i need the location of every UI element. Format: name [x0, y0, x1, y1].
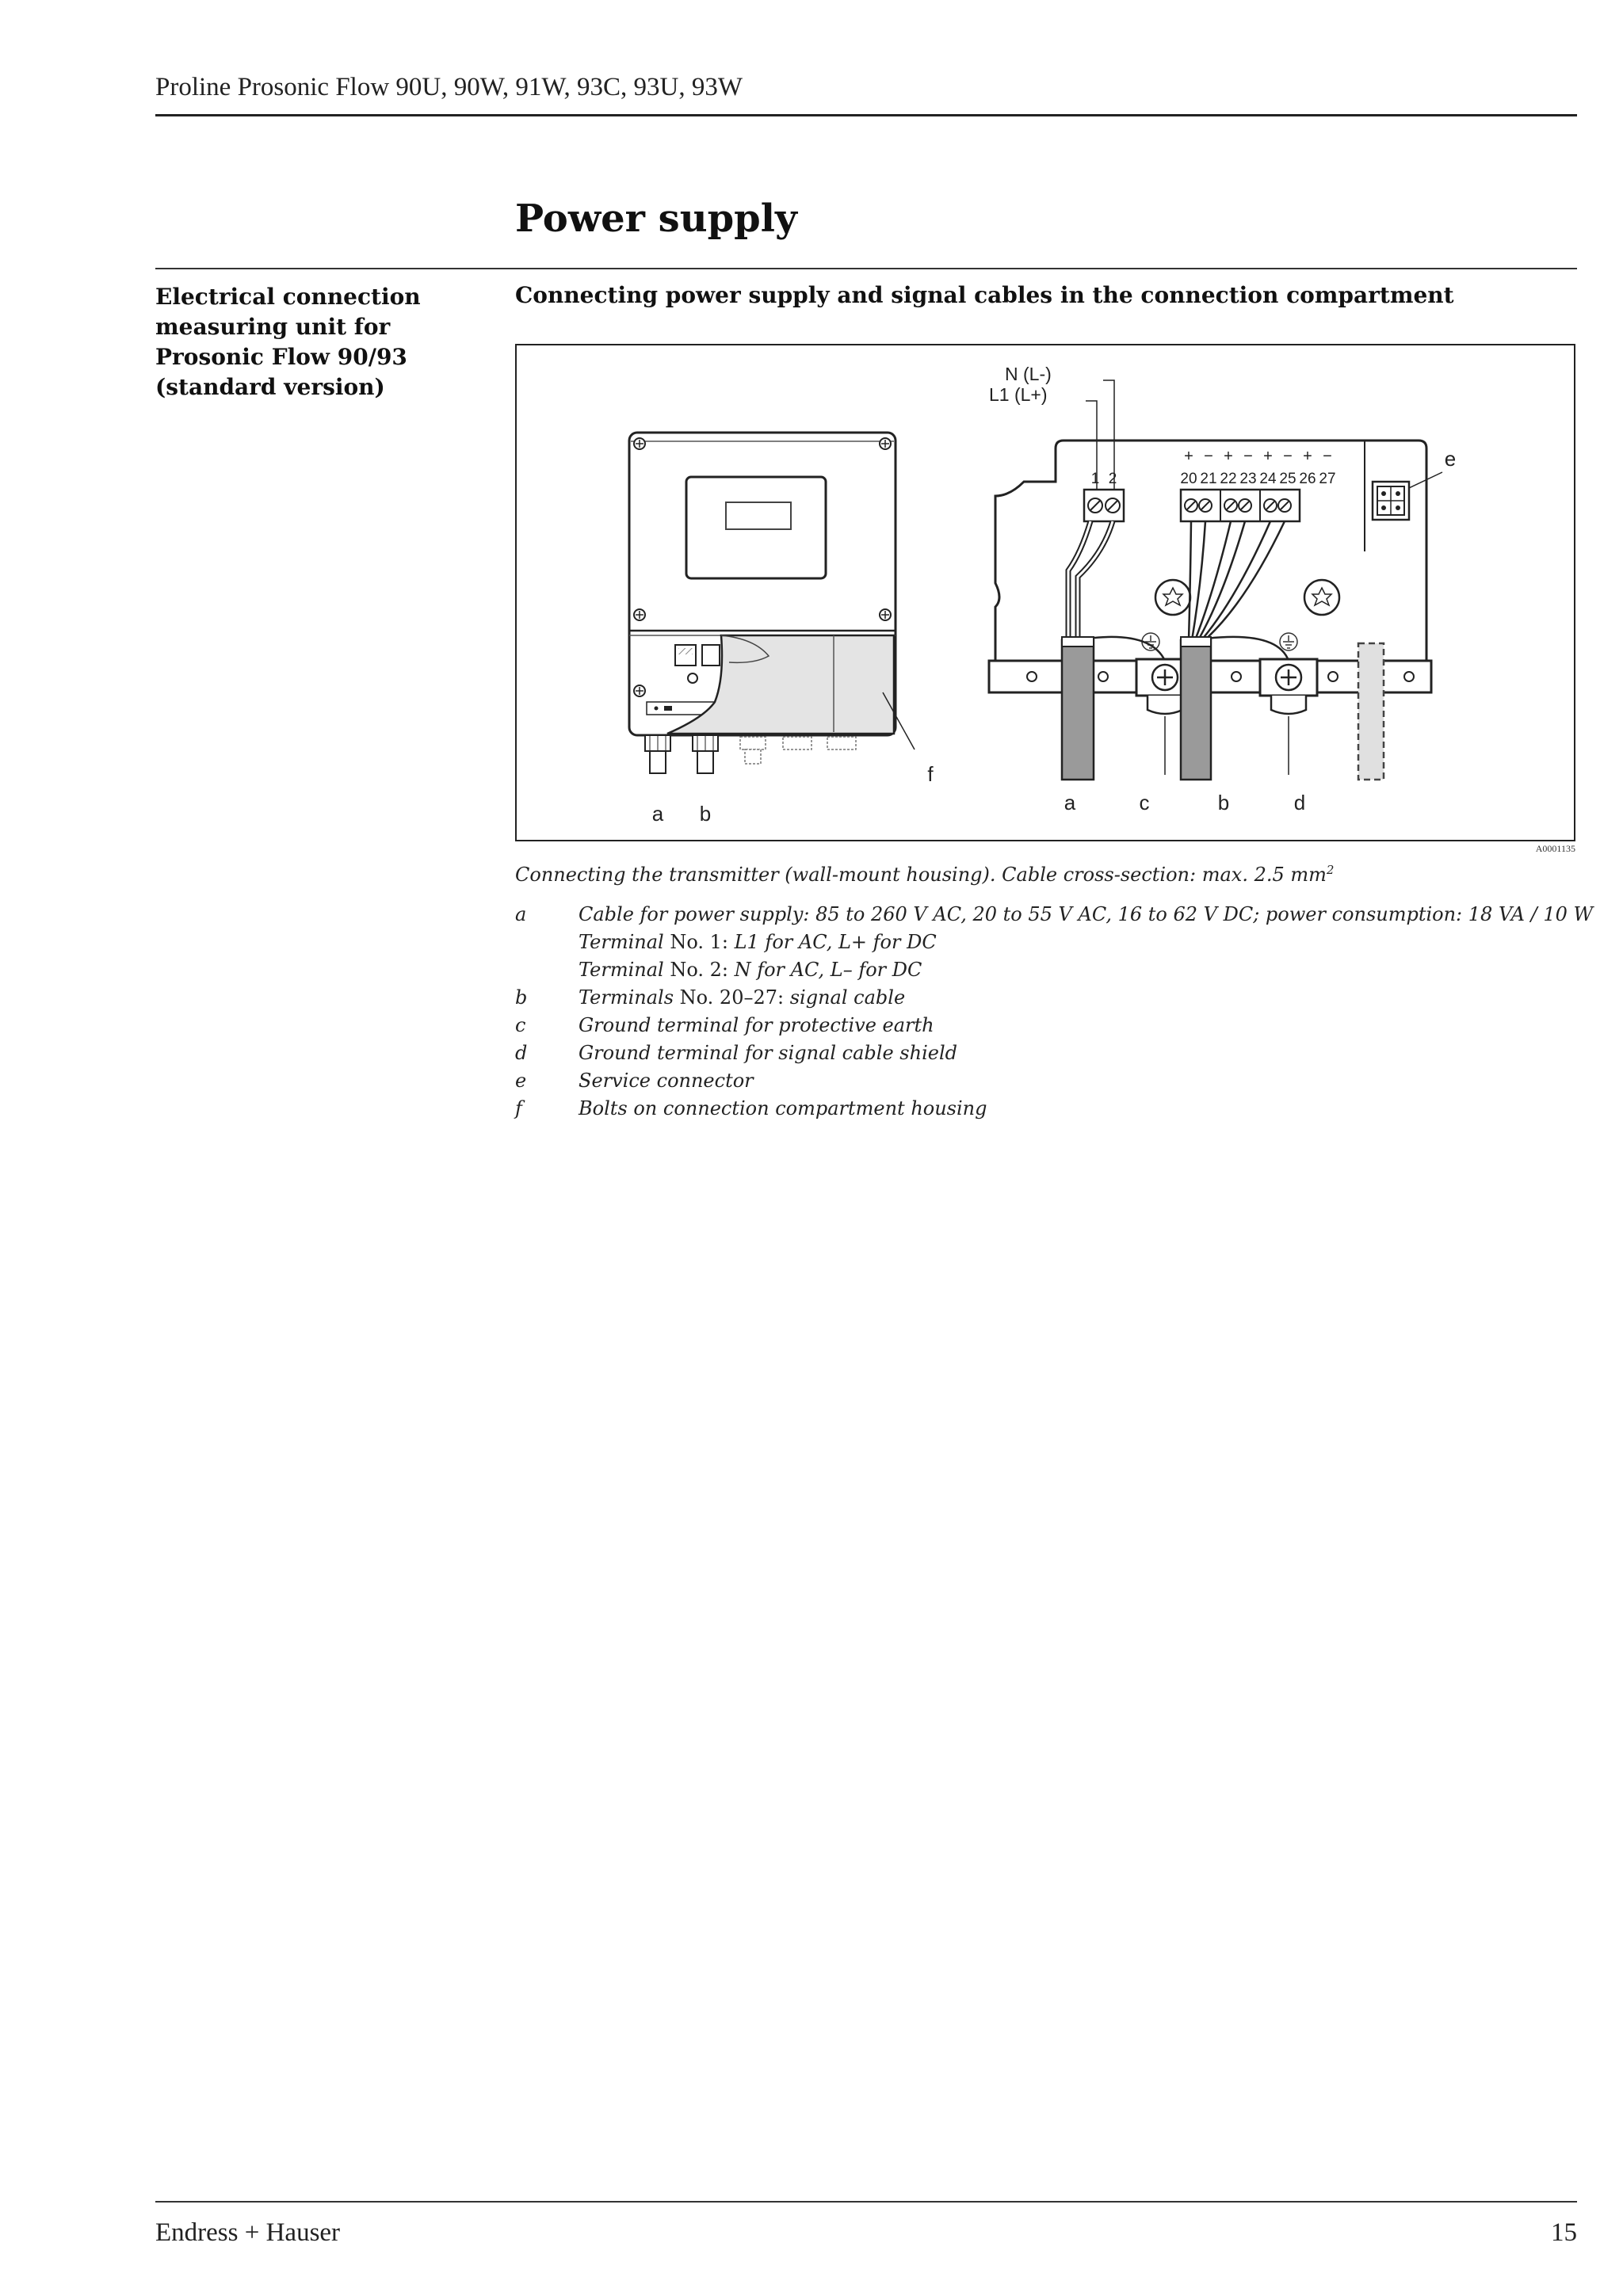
- power-cable: [1062, 640, 1094, 780]
- side-heading-line: Electrical connection: [155, 284, 421, 310]
- section-title: Power supply: [515, 196, 797, 241]
- legend-terminal-no: No. 2:: [670, 959, 728, 981]
- legend-text: Ground terminal for protective earth: [579, 1014, 934, 1036]
- legend-rest: N for AC, L– for DC: [727, 959, 922, 981]
- legend-key: e: [515, 1070, 527, 1092]
- terminal-number: 21: [1200, 471, 1217, 487]
- callout-f: f: [927, 762, 934, 786]
- terminal-number: 24: [1259, 471, 1277, 487]
- legend-key: f: [515, 1097, 522, 1119]
- polarity-sign: +: [1184, 448, 1193, 465]
- legend-text: Cable for power supply: 85 to 260 V AC, 20 to 55 V AC, 16 to 62 V DC; power consumption: 18 VA / 10 W: [579, 903, 1594, 925]
- screw-icon: [634, 438, 645, 449]
- legend-terminal-no: No. 20–27:: [679, 986, 785, 1009]
- cable-gland: [693, 735, 718, 773]
- terminal-number: 22: [1220, 471, 1237, 487]
- callout-right-a: a: [1064, 791, 1076, 814]
- legend-prefix: Terminal: [579, 959, 670, 981]
- cable-gland-optional: [740, 737, 766, 764]
- legend-key: b: [515, 986, 528, 1009]
- polarity-sign: +: [1303, 448, 1312, 465]
- footer-rule: [155, 2201, 1577, 2203]
- legend-prefix: Terminal: [579, 931, 670, 953]
- caption-text: Connecting the transmitter (wall-mount housing). Cable cross-section: max. 2.5 mm: [515, 864, 1327, 886]
- cable-gland-optional: [827, 737, 856, 749]
- legend-key: a: [515, 903, 527, 925]
- polarity-sign: +: [1263, 448, 1273, 465]
- terminal-number: 26: [1299, 471, 1316, 487]
- terminal-block-power: [1084, 490, 1124, 521]
- cable-gland-optional: [783, 737, 812, 749]
- caption-superscript: 2: [1326, 863, 1335, 877]
- legend-text: Service connector: [579, 1070, 754, 1092]
- polarity-sign: −: [1283, 448, 1293, 465]
- side-heading-line: (standard version): [155, 374, 385, 400]
- callout-e: e: [1444, 447, 1457, 471]
- terminal-block-signal: [1181, 490, 1300, 521]
- label-l1: L1 (L+): [989, 384, 1048, 405]
- polarity-sign: +: [1224, 448, 1233, 465]
- terminal-number: 20: [1180, 471, 1197, 487]
- legend-rest: L1 for AC, L+ for DC: [727, 931, 937, 953]
- figure-id: A0001135: [1535, 843, 1575, 854]
- legend-text: Bolts on connection compartment housing: [579, 1097, 987, 1119]
- ground-icon: [1280, 633, 1297, 650]
- legend-prefix: Terminals: [579, 986, 680, 1009]
- side-heading: [155, 282, 441, 402]
- terminal-board-drawing: [989, 380, 1442, 780]
- service-connector: [1373, 482, 1409, 520]
- cable-gland: [645, 735, 670, 773]
- optional-cable: [1358, 643, 1384, 780]
- terminal-number: 27: [1319, 471, 1336, 487]
- callout-right-d: d: [1293, 791, 1306, 814]
- header-rule: [155, 114, 1577, 116]
- legend-terminal-no: No. 1:: [670, 931, 728, 953]
- section-rule: [155, 268, 1577, 269]
- callout-left-b: b: [699, 802, 712, 826]
- screw-icon: [634, 685, 645, 696]
- callout-right-b: b: [1217, 791, 1230, 814]
- legend-text: Ground terminal for signal cable shield: [579, 1042, 957, 1064]
- wiring-diagram-svg: [517, 345, 1574, 840]
- screw-icon: [880, 438, 891, 449]
- figure-caption: [515, 864, 1334, 886]
- screw-icon: [634, 609, 645, 620]
- screw-icon: [880, 609, 891, 620]
- polarity-sign: −: [1204, 448, 1213, 465]
- page-number: 15: [1551, 2218, 1577, 2247]
- legend-key: d: [515, 1042, 528, 1064]
- callout-right-c: c: [1139, 791, 1150, 814]
- terminal-number: 23: [1239, 471, 1257, 487]
- wiring-diagram: [515, 344, 1575, 841]
- subsection-title: Connecting power supply and signal cables in the connection compartment: [515, 282, 1454, 308]
- side-heading-line: Prosonic Flow 90/93: [155, 344, 407, 370]
- polarity-sign: −: [1323, 448, 1332, 465]
- legend-rest: signal cable: [784, 986, 906, 1009]
- footer-publisher: Endress + Hauser: [155, 2218, 341, 2247]
- housing-drawing: [629, 433, 915, 773]
- terminal-number: 1: [1090, 471, 1100, 487]
- label-n: N (L-): [1005, 364, 1052, 384]
- running-header: Proline Prosonic Flow 90U, 90W, 91W, 93C, 93U, 93W: [155, 73, 743, 101]
- polarity-sign: −: [1243, 448, 1253, 465]
- callout-left-a: a: [651, 802, 664, 826]
- terminal-number: 2: [1108, 471, 1117, 487]
- side-heading-line: measuring unit for: [155, 314, 391, 340]
- display-lcd: [726, 502, 791, 529]
- legend-key: c: [515, 1014, 526, 1036]
- ground-clamp-d: [1260, 659, 1317, 714]
- signal-cable: [1181, 640, 1211, 780]
- terminal-number: 25: [1279, 471, 1296, 487]
